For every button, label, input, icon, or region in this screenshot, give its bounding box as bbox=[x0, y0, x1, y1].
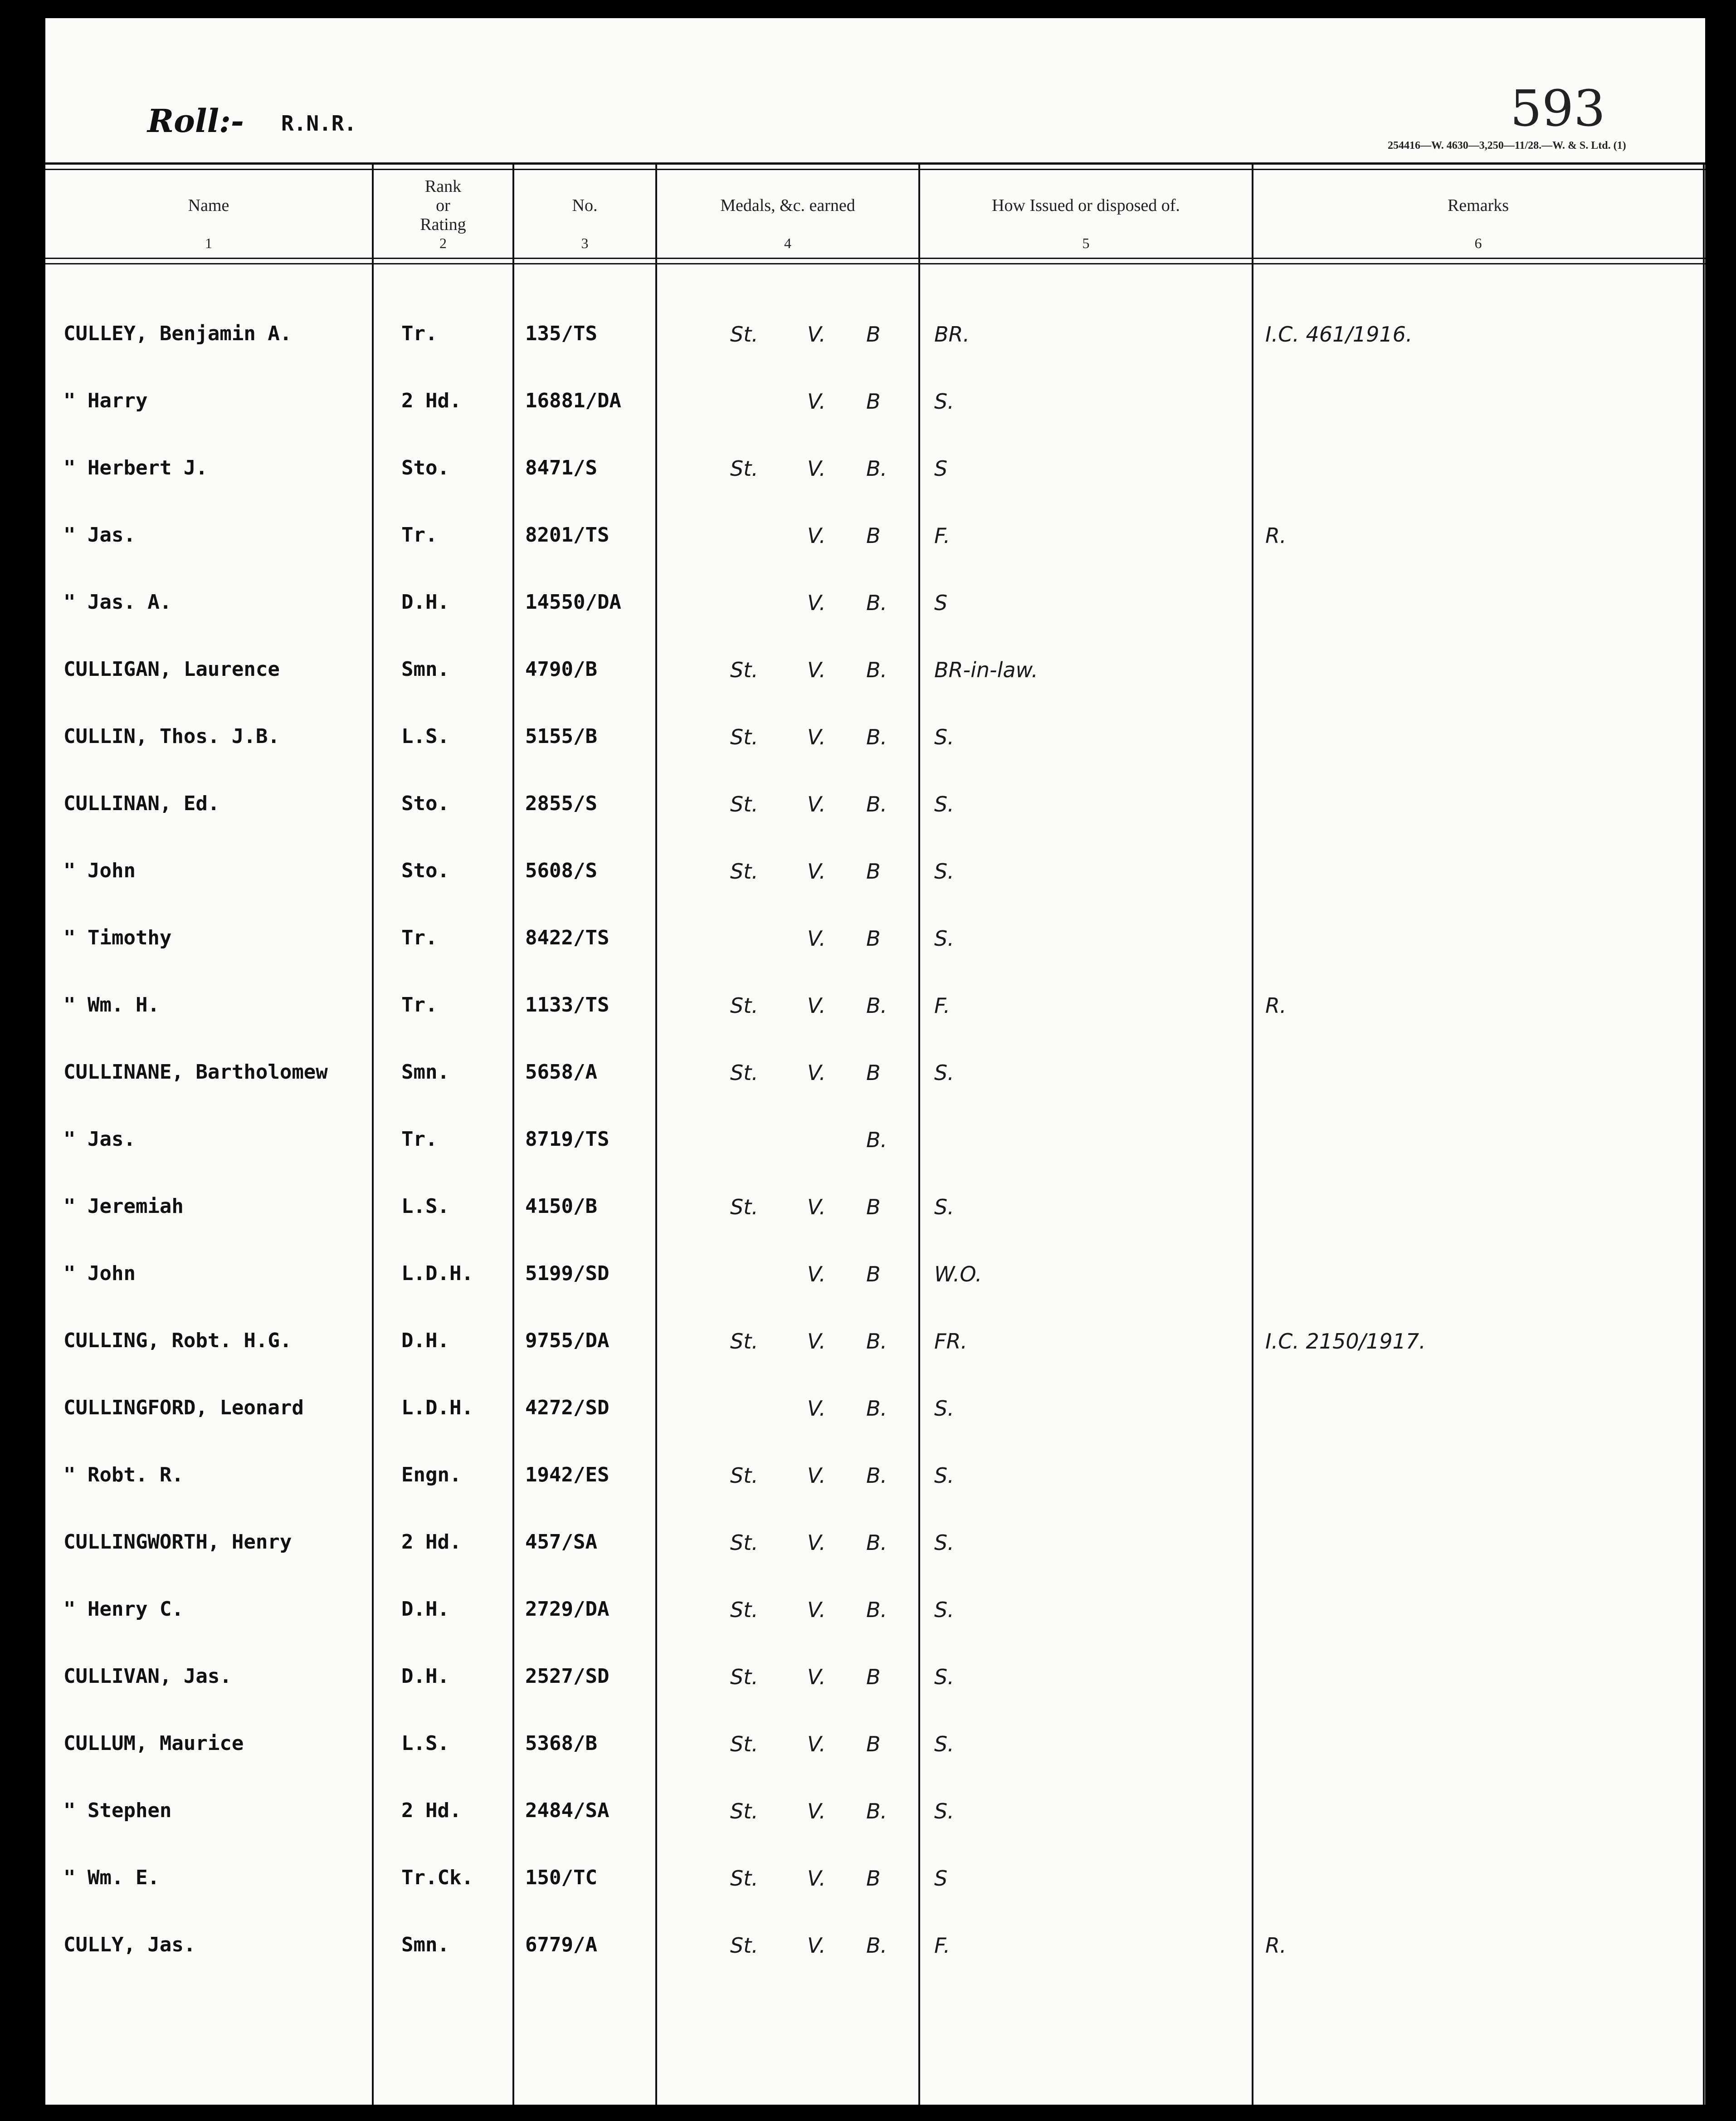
table-row bbox=[45, 1109, 1705, 1178]
entry-rank: Smn. bbox=[401, 1060, 449, 1084]
medal-british: B. bbox=[866, 1128, 888, 1152]
top-rule bbox=[45, 162, 1705, 165]
medal-victory: V. bbox=[807, 1598, 826, 1622]
entry-issued: S. bbox=[934, 1665, 954, 1689]
medal-british: B bbox=[866, 523, 881, 548]
entry-issued: S. bbox=[934, 1195, 954, 1219]
medal-star: St. bbox=[730, 322, 758, 347]
top-rule-thin bbox=[45, 169, 1705, 170]
medal-star: St. bbox=[730, 1060, 758, 1085]
table-row bbox=[45, 841, 1705, 909]
entry-rank: L.S. bbox=[401, 1732, 449, 1755]
entry-name: CULLIVAN, Jas. bbox=[63, 1665, 232, 1688]
entry-rank: Tr. bbox=[401, 926, 438, 949]
entry-rank: L.D.H. bbox=[401, 1262, 473, 1285]
entry-number: 8471/S bbox=[525, 456, 597, 479]
entry-issued: S. bbox=[934, 1396, 954, 1421]
medal-british: B. bbox=[866, 993, 888, 1018]
medal-british: B. bbox=[866, 1799, 888, 1823]
entry-remarks: I.C. 2150/1917. bbox=[1265, 1329, 1426, 1354]
medal-star: St. bbox=[730, 1463, 758, 1488]
entry-name: " Jas. A. bbox=[63, 591, 172, 614]
entry-name: " Jas. bbox=[63, 523, 136, 547]
medal-victory: V. bbox=[807, 456, 826, 481]
print-reference: 254416—W. 4630—3,250—11/28.—W. & S. Ltd. (1) bbox=[1388, 140, 1626, 152]
entry-name: " Robt. R. bbox=[63, 1463, 184, 1486]
entry-number: 1942/ES bbox=[525, 1463, 610, 1486]
entry-remarks: R. bbox=[1265, 993, 1287, 1018]
medal-victory: V. bbox=[807, 1463, 826, 1488]
medal-victory: V. bbox=[807, 859, 826, 884]
entry-issued: S. bbox=[934, 725, 954, 749]
table-row bbox=[45, 371, 1705, 439]
entry-issued: S bbox=[934, 591, 948, 615]
medal-victory: V. bbox=[807, 725, 826, 749]
table-row bbox=[45, 1579, 1705, 1647]
entry-issued: W.O. bbox=[934, 1262, 982, 1286]
medal-victory: V. bbox=[807, 1396, 826, 1421]
medal-star: St. bbox=[730, 1665, 758, 1689]
entry-rank: L.D.H. bbox=[401, 1396, 473, 1419]
medal-star: St. bbox=[730, 1933, 758, 1958]
medal-british: B. bbox=[866, 1530, 888, 1555]
medal-british: B. bbox=[866, 591, 888, 615]
entry-rank: Tr. bbox=[401, 1128, 438, 1151]
entry-rank: D.H. bbox=[401, 1329, 449, 1352]
medal-victory: V. bbox=[807, 1060, 826, 1085]
entry-name: " Henry C. bbox=[63, 1598, 184, 1621]
table-row bbox=[45, 1915, 1705, 1983]
col-heading-issued: How Issued or disposed of. bbox=[992, 196, 1180, 215]
medal-star: St. bbox=[730, 1866, 758, 1891]
entry-number: 4790/B bbox=[525, 658, 597, 681]
entry-remarks: R. bbox=[1265, 523, 1287, 548]
medal-victory: V. bbox=[807, 792, 826, 816]
medal-star: St. bbox=[730, 456, 758, 481]
entry-rank: Smn. bbox=[401, 658, 449, 681]
col-heading-remarks: Remarks bbox=[1447, 196, 1509, 215]
ledger-page bbox=[45, 18, 1705, 2105]
entry-name: CULLING, Robt. H.G. bbox=[63, 1329, 292, 1352]
entry-number: 4150/B bbox=[525, 1195, 597, 1218]
entry-issued: S. bbox=[934, 1530, 954, 1555]
medal-star: St. bbox=[730, 1598, 758, 1622]
entry-issued: S. bbox=[934, 1060, 954, 1085]
header-bottom-rule-thin bbox=[45, 263, 1705, 264]
table-row bbox=[45, 304, 1705, 372]
entry-rank: 2 Hd. bbox=[401, 389, 462, 412]
entry-issued: BR-in-law. bbox=[934, 658, 1038, 682]
medal-british: B bbox=[866, 1195, 881, 1219]
medal-british: B. bbox=[866, 456, 888, 481]
medal-star: St. bbox=[730, 658, 758, 682]
col-number: 1 bbox=[205, 235, 212, 251]
medal-british: B. bbox=[866, 1329, 888, 1354]
col-heading-medals: Medals, &c. earned bbox=[720, 196, 855, 215]
entry-number: 2729/DA bbox=[525, 1598, 610, 1621]
entry-number: 1133/TS bbox=[525, 993, 610, 1017]
entry-name: CULLIN, Thos. J.B. bbox=[63, 725, 280, 748]
medal-star: St. bbox=[730, 1799, 758, 1823]
medal-victory: V. bbox=[807, 523, 826, 548]
entry-rank: Tr. bbox=[401, 322, 438, 345]
medal-victory: V. bbox=[807, 1329, 826, 1354]
medal-british: B bbox=[866, 926, 881, 951]
table-row bbox=[45, 572, 1705, 640]
medal-victory: V. bbox=[807, 1732, 826, 1756]
table-row bbox=[45, 1378, 1705, 1446]
entry-number: 8422/TS bbox=[525, 926, 610, 949]
table-row bbox=[45, 908, 1705, 976]
entry-name: " Stephen bbox=[63, 1799, 172, 1822]
entry-name: " Herbert J. bbox=[63, 456, 208, 479]
entry-number: 457/SA bbox=[525, 1530, 597, 1554]
medal-victory: V. bbox=[807, 1933, 826, 1958]
medal-british: B bbox=[866, 1665, 881, 1689]
entry-rank: L.S. bbox=[401, 1195, 449, 1218]
col-number: 5 bbox=[1082, 235, 1090, 251]
medal-victory: V. bbox=[807, 926, 826, 951]
col-heading-rank: Rank or Rating bbox=[420, 177, 466, 234]
medal-british: B. bbox=[866, 1463, 888, 1488]
entry-remarks: I.C. 461/1916. bbox=[1265, 322, 1413, 347]
entry-number: 135/TS bbox=[525, 322, 597, 345]
entry-issued: BR. bbox=[934, 322, 970, 347]
entry-issued: S. bbox=[934, 1463, 954, 1488]
col-heading-no: No. bbox=[572, 196, 598, 215]
entry-name: CULLY, Jas. bbox=[63, 1933, 196, 1956]
medal-british: B bbox=[866, 389, 881, 414]
entry-number: 5368/B bbox=[525, 1732, 597, 1755]
header-bottom-rule bbox=[45, 258, 1705, 259]
entry-number: 2484/SA bbox=[525, 1799, 610, 1822]
medal-victory: V. bbox=[807, 1195, 826, 1219]
entry-number: 2527/SD bbox=[525, 1665, 610, 1688]
entry-number: 5199/SD bbox=[525, 1262, 610, 1285]
table-row bbox=[45, 1848, 1705, 1916]
entry-rank: 2 Hd. bbox=[401, 1530, 462, 1554]
table-row bbox=[45, 1714, 1705, 1782]
medal-star: St. bbox=[730, 1530, 758, 1555]
entry-issued: S. bbox=[934, 926, 954, 951]
entry-number: 5155/B bbox=[525, 725, 597, 748]
entry-name: CULLINANE, Bartholomew bbox=[63, 1060, 328, 1084]
medal-british: B bbox=[866, 1060, 881, 1085]
medal-star: St. bbox=[730, 859, 758, 884]
entry-name: CULLIGAN, Laurence bbox=[63, 658, 280, 681]
entry-issued: S bbox=[934, 456, 948, 481]
entry-number: 14550/DA bbox=[525, 591, 621, 614]
entry-name: " Harry bbox=[63, 389, 148, 412]
entry-name: CULLINGFORD, Leonard bbox=[63, 1396, 304, 1419]
entry-number: 5608/S bbox=[525, 859, 597, 882]
roll-label: Roll:- bbox=[147, 102, 244, 140]
entry-remarks: R. bbox=[1265, 1933, 1287, 1958]
table-row bbox=[45, 1311, 1705, 1379]
entry-rank: 2 Hd. bbox=[401, 1799, 462, 1822]
table-row bbox=[45, 1781, 1705, 1849]
medal-star: St. bbox=[730, 993, 758, 1018]
col-number: 4 bbox=[784, 235, 791, 251]
entry-issued: S. bbox=[934, 1799, 954, 1823]
table-row bbox=[45, 438, 1705, 506]
entry-name: " Wm. E. bbox=[63, 1866, 160, 1889]
medal-victory: V. bbox=[807, 993, 826, 1018]
table-row bbox=[45, 505, 1705, 573]
entry-issued: S bbox=[934, 1866, 948, 1891]
medal-victory: V. bbox=[807, 1799, 826, 1823]
entry-rank: Tr. bbox=[401, 993, 438, 1017]
medal-british: B. bbox=[866, 1933, 888, 1958]
entry-issued: F. bbox=[934, 993, 951, 1018]
entry-number: 4272/SD bbox=[525, 1396, 610, 1419]
entry-number: 9755/DA bbox=[525, 1329, 610, 1352]
medal-star: St. bbox=[730, 725, 758, 749]
medal-victory: V. bbox=[807, 658, 826, 682]
entry-issued: S. bbox=[934, 389, 954, 414]
medal-british: B. bbox=[866, 725, 888, 749]
col-number: 3 bbox=[581, 235, 589, 251]
entry-name: " Wm. H. bbox=[63, 993, 160, 1017]
entry-rank: Smn. bbox=[401, 1933, 449, 1956]
col-heading-name: Name bbox=[188, 196, 229, 215]
entry-name: CULLINGWORTH, Henry bbox=[63, 1530, 292, 1554]
medal-british: B bbox=[866, 1262, 881, 1286]
entry-name: " Timothy bbox=[63, 926, 172, 949]
medal-british: B bbox=[866, 322, 881, 347]
entry-rank: D.H. bbox=[401, 591, 449, 614]
medal-british: B bbox=[866, 1866, 881, 1891]
entry-number: 16881/DA bbox=[525, 389, 621, 412]
table-row bbox=[45, 707, 1705, 775]
medal-victory: V. bbox=[807, 322, 826, 347]
entry-rank: Sto. bbox=[401, 859, 449, 882]
medal-victory: V. bbox=[807, 389, 826, 414]
col-number: 6 bbox=[1474, 235, 1482, 251]
entry-issued: S. bbox=[934, 859, 954, 884]
medal-victory: V. bbox=[807, 1530, 826, 1555]
entry-number: 8201/TS bbox=[525, 523, 610, 547]
medal-star: St. bbox=[730, 1329, 758, 1354]
medal-british: B bbox=[866, 1732, 881, 1756]
entry-issued: S. bbox=[934, 1598, 954, 1622]
entry-rank: D.H. bbox=[401, 1598, 449, 1621]
col-number: 2 bbox=[439, 235, 447, 251]
entry-number: 8719/TS bbox=[525, 1128, 610, 1151]
medal-star: St. bbox=[730, 1732, 758, 1756]
page-number: 593 bbox=[1510, 79, 1605, 137]
roll-value: R.N.R. bbox=[281, 111, 357, 136]
entry-issued: FR. bbox=[934, 1329, 968, 1354]
entry-number: 5658/A bbox=[525, 1060, 597, 1084]
entry-issued: S. bbox=[934, 792, 954, 816]
entry-name: CULLUM, Maurice bbox=[63, 1732, 244, 1755]
entry-number: 2855/S bbox=[525, 792, 597, 815]
entry-name: " Jas. bbox=[63, 1128, 136, 1151]
entry-issued: F. bbox=[934, 523, 951, 548]
entry-rank: L.S. bbox=[401, 725, 449, 748]
medal-british: B. bbox=[866, 658, 888, 682]
entry-name: CULLINAN, Ed. bbox=[63, 792, 220, 815]
entry-rank: Sto. bbox=[401, 456, 449, 479]
table-row bbox=[45, 1177, 1705, 1245]
entry-number: 150/TC bbox=[525, 1866, 597, 1889]
medal-victory: V. bbox=[807, 1262, 826, 1286]
table-row bbox=[45, 1647, 1705, 1715]
medal-victory: V. bbox=[807, 1665, 826, 1689]
table-row bbox=[45, 975, 1705, 1043]
entry-name: " John bbox=[63, 859, 136, 882]
table-row bbox=[45, 1244, 1705, 1312]
table-row bbox=[45, 1445, 1705, 1513]
entry-rank: Tr.Ck. bbox=[401, 1866, 473, 1889]
table-row bbox=[45, 1042, 1705, 1110]
medal-british: B bbox=[866, 859, 881, 884]
medal-british: B. bbox=[866, 792, 888, 816]
entry-number: 6779/A bbox=[525, 1933, 597, 1956]
entry-name: " Jeremiah bbox=[63, 1195, 184, 1218]
entry-issued: S. bbox=[934, 1732, 954, 1756]
medal-british: B. bbox=[866, 1396, 888, 1421]
entry-issued: F. bbox=[934, 1933, 951, 1958]
entry-rank: Tr. bbox=[401, 523, 438, 547]
medal-victory: V. bbox=[807, 1866, 826, 1891]
table-row bbox=[45, 1512, 1705, 1580]
entry-rank: D.H. bbox=[401, 1665, 449, 1688]
table-row bbox=[45, 774, 1705, 842]
medal-star: St. bbox=[730, 792, 758, 816]
table-row bbox=[45, 640, 1705, 708]
medal-star: St. bbox=[730, 1195, 758, 1219]
entry-rank: Engn. bbox=[401, 1463, 462, 1486]
medal-british: B. bbox=[866, 1598, 888, 1622]
medal-victory: V. bbox=[807, 591, 826, 615]
entry-name: " John bbox=[63, 1262, 136, 1285]
entry-rank: Sto. bbox=[401, 792, 449, 815]
entry-name: CULLEY, Benjamin A. bbox=[63, 322, 292, 345]
